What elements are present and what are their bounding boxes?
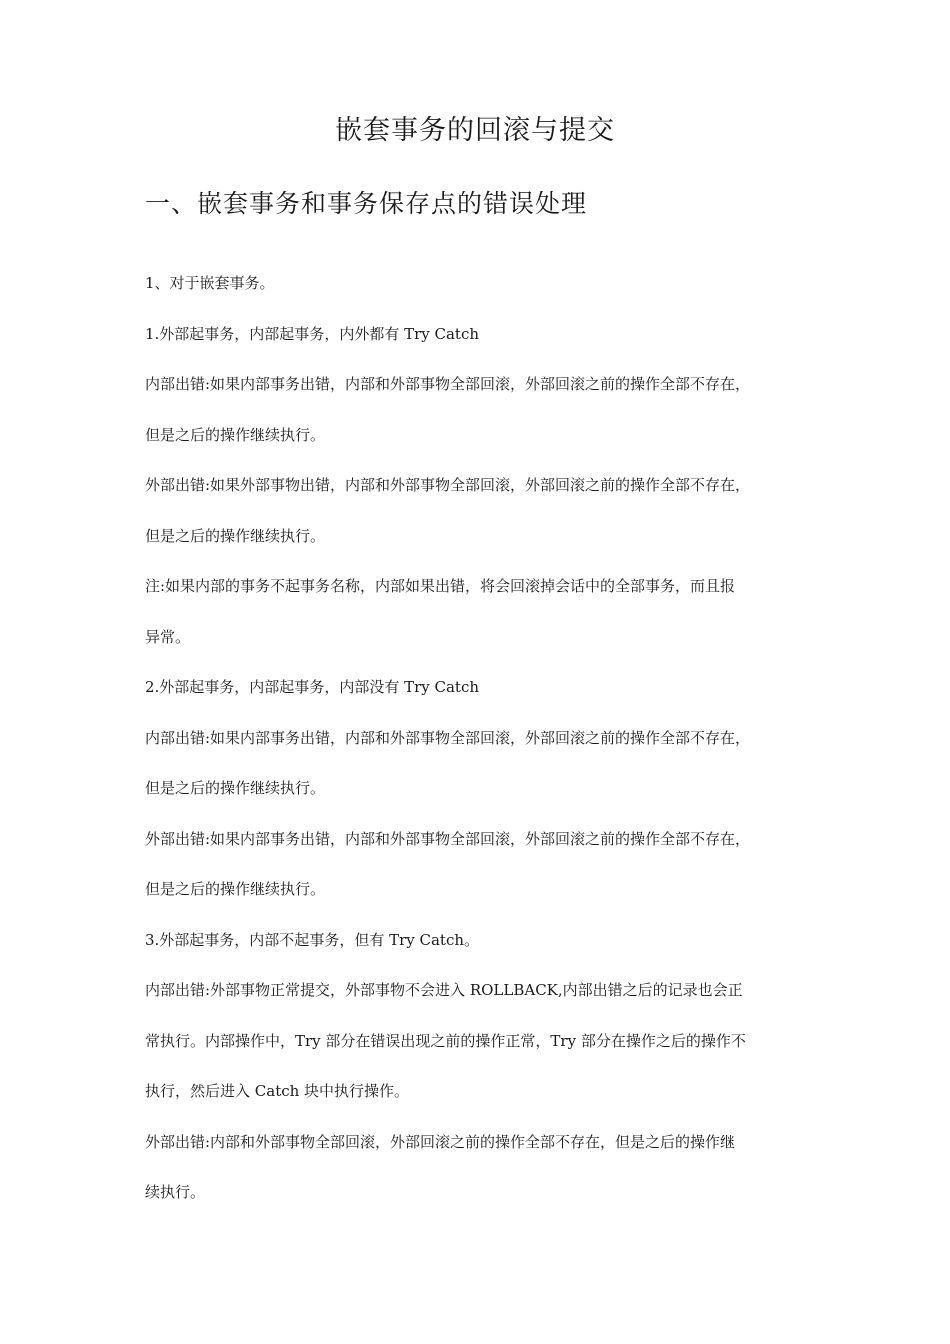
paragraph-line: 注:如果内部的事务不起事务名称，内部如果出错，将会回滚掉会话中的全部事务，而且报 (145, 577, 736, 595)
paragraph-line: 1.外部起事务，内部起事务，内外都有 Try Catch (145, 324, 480, 343)
paragraph-line: 但是之后的操作继续执行。 (145, 779, 326, 797)
paragraph-line: 内部出错:如果内部事务出错，内部和外部事物全部回滚，外部回滚之前的操作全部不存在， (145, 728, 751, 747)
paragraph-line: 2.外部起事务，内部起事务，内部没有 Try Catch (145, 678, 480, 696)
body-text (145, 258, 807, 1218)
paragraph-line: 但是之后的操作继续执行。 (145, 880, 326, 898)
paragraph-line: 1、对于嵌套事务。 (145, 274, 275, 292)
paragraph-line: 异常。 (145, 627, 191, 646)
section-heading: 一、嵌套事务和事务保存点的错误处理 (145, 189, 588, 218)
paragraph-line: 但是之后的操作继续执行。 (145, 526, 326, 545)
paragraph-line: 外部出错:如果内部事务出错，内部和外部事物全部回滚，外部回滚之前的操作全部不存在， (145, 829, 751, 848)
paragraph-line: 外部出错:如果外部事物出错，内部和外部事物全部回滚，外部回滚之前的操作全部不存在， (145, 476, 751, 494)
paragraph-line: 内部出错:外部事物正常提交，外部事物不会进入 ROLLBACK,内部出错之后的记录也会正 (145, 981, 743, 999)
paragraph-line: 外部出错:内部和外部事物全部回滚，外部回滚之前的操作全部不存在，但是之后的操作继 (145, 1132, 736, 1151)
paragraph-line: 常执行。内部操作中，Try 部分在错误出现之前的操作正常，Try 部分在操作之后的操作不 (145, 1031, 746, 1050)
paragraph-line: 但是之后的操作继续执行。 (145, 425, 326, 444)
paragraph-line: 续执行。 (145, 1183, 206, 1201)
paragraph-line: 执行，然后进入 Catch 块中执行操作。 (145, 1082, 410, 1100)
document-title: 嵌套事务的回滚与提交 (335, 115, 615, 146)
paragraph-line: 内部出错:如果内部事务出错，内部和外部事物全部回滚，外部回滚之前的操作全部不存在， (145, 375, 751, 393)
paragraph-line: 3.外部起事务，内部不起事务，但有 Try Catch。 (145, 930, 480, 949)
